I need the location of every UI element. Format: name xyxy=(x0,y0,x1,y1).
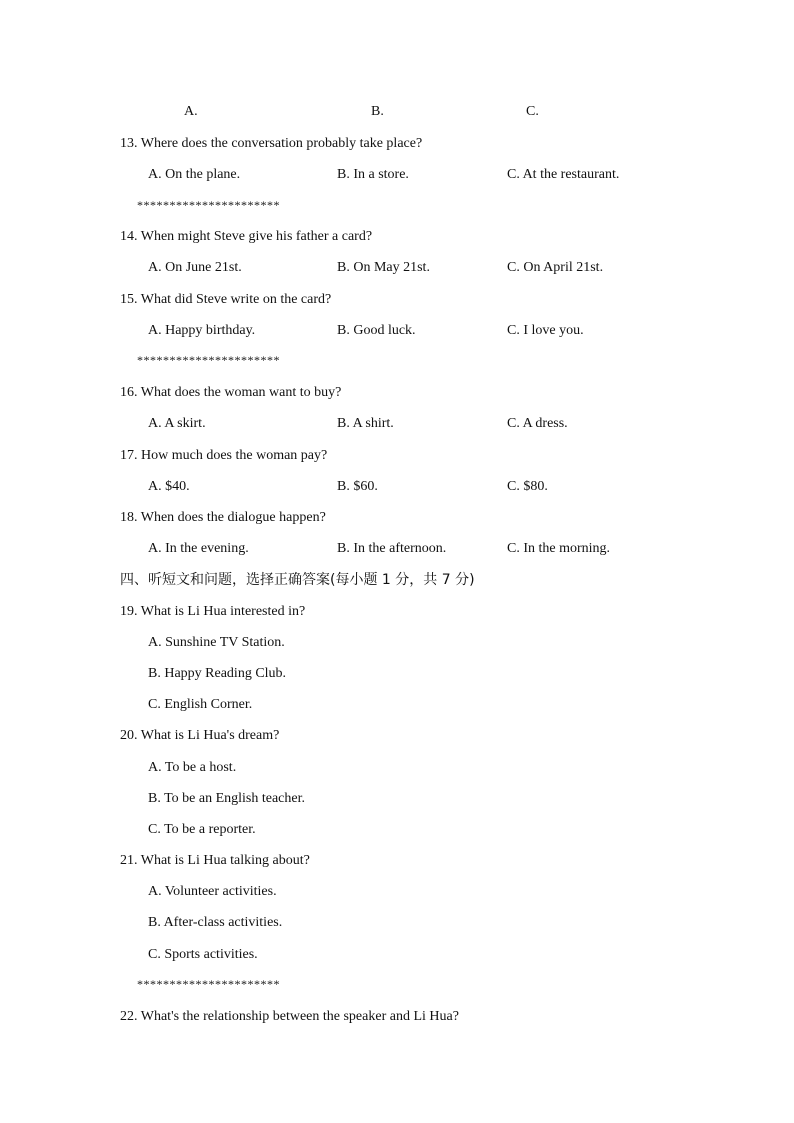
section-4-heading: 四、听短文和问题，选择正确答案(每小题 1 分，共 7 分) xyxy=(120,572,475,588)
question-19: 19. What is Li Hua interested in? xyxy=(120,604,306,619)
q14-option-c: C. On April 21st. xyxy=(507,260,604,275)
q19-option-c: C. English Corner. xyxy=(148,697,253,712)
separator-3: ********************** xyxy=(137,977,280,991)
q13-option-a: A. On the plane. xyxy=(148,167,241,182)
question-15: 15. What did Steve write on the card? xyxy=(120,292,332,307)
question-16: 16. What does the woman want to buy? xyxy=(120,385,342,400)
separator-1: ********************** xyxy=(137,198,280,212)
q18-option-c: C. In the morning. xyxy=(507,541,611,556)
top-option-b: B. xyxy=(371,104,384,119)
q14-option-a: A. On June 21st. xyxy=(148,260,242,275)
question-21: 21. What is Li Hua talking about? xyxy=(120,853,310,868)
q15-option-c: C. I love you. xyxy=(507,323,584,338)
q21-option-b: B. After-class activities. xyxy=(148,915,283,930)
q17-option-a: A. $40. xyxy=(148,479,190,494)
q16-option-a: A. A skirt. xyxy=(148,416,206,431)
top-option-c: C. xyxy=(526,104,539,119)
q18-option-b: B. In the afternoon. xyxy=(337,541,447,556)
question-17: 17. How much does the woman pay? xyxy=(120,448,328,463)
q19-option-a: A. Sunshine TV Station. xyxy=(148,635,285,650)
question-13: 13. Where does the conversation probably take place? xyxy=(120,136,423,151)
top-option-a: A. xyxy=(184,104,198,119)
q18-option-a: A. In the evening. xyxy=(148,541,249,556)
separator-2: ********************** xyxy=(137,353,280,367)
q17-option-c: C. $80. xyxy=(507,479,548,494)
q13-option-c: C. At the restaurant. xyxy=(507,167,620,182)
q14-option-b: B. On May 21st. xyxy=(337,260,430,275)
q21-option-c: C. Sports activities. xyxy=(148,947,258,962)
q16-option-b: B. A shirt. xyxy=(337,416,394,431)
q20-option-a: A. To be a host. xyxy=(148,760,237,775)
q20-option-b: B. To be an English teacher. xyxy=(148,791,306,806)
q15-option-b: B. Good luck. xyxy=(337,323,416,338)
q19-option-b: B. Happy Reading Club. xyxy=(148,666,287,681)
q15-option-a: A. Happy birthday. xyxy=(148,323,256,338)
question-18: 18. When does the dialogue happen? xyxy=(120,510,326,525)
question-20: 20. What is Li Hua's dream? xyxy=(120,728,280,743)
q13-option-b: B. In a store. xyxy=(337,167,409,182)
question-14: 14. When might Steve give his father a card? xyxy=(120,229,373,244)
question-22: 22. What's the relationship between the speaker and Li Hua? xyxy=(120,1009,459,1024)
q17-option-b: B. $60. xyxy=(337,479,378,494)
q21-option-a: A. Volunteer activities. xyxy=(148,884,277,899)
q20-option-c: C. To be a reporter. xyxy=(148,822,256,837)
q16-option-c: C. A dress. xyxy=(507,416,568,431)
